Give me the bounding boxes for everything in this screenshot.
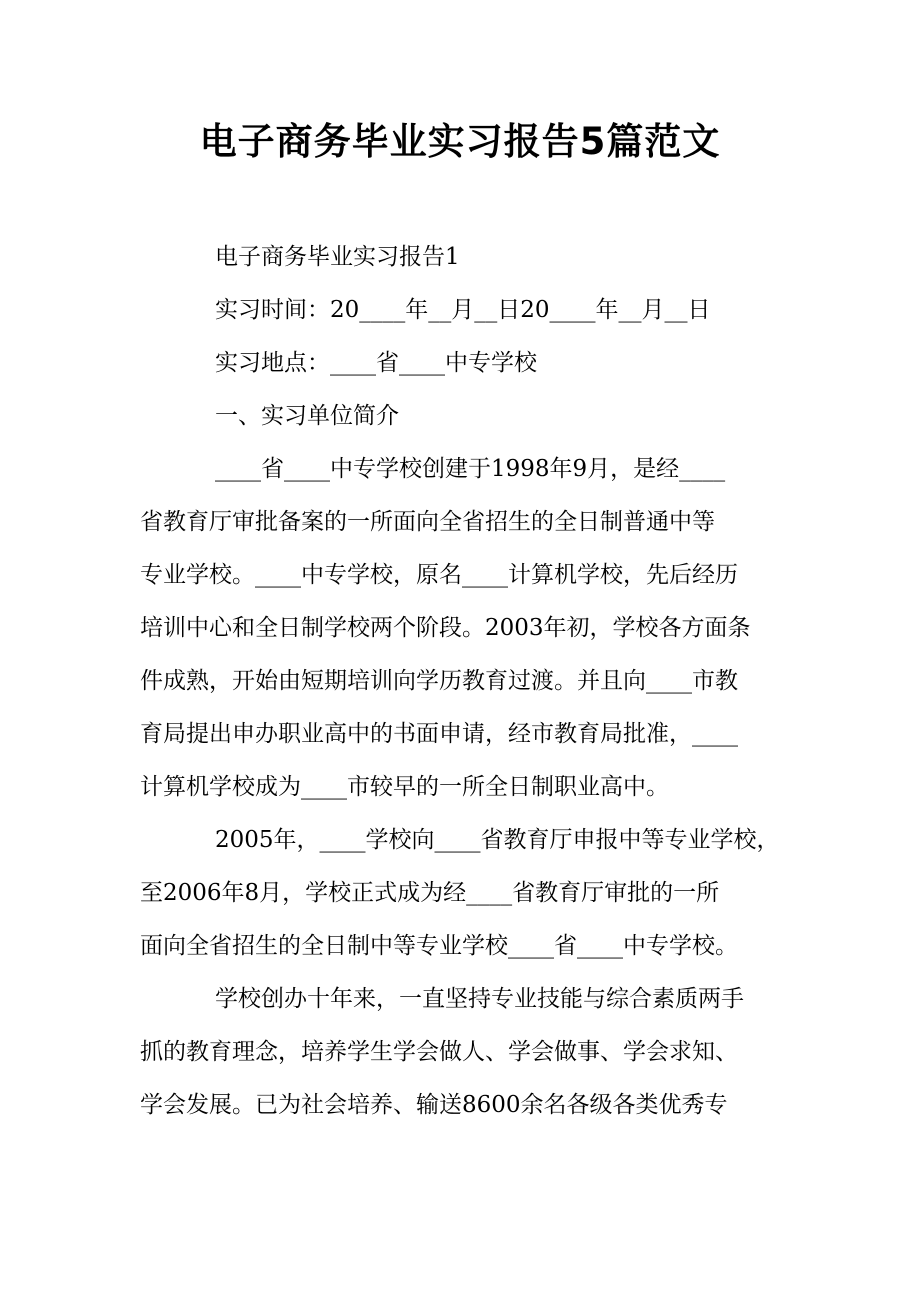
paragraph-line: 件成熟，开始由短期培训向学历教育过渡。并且向____市教: [140, 668, 738, 694]
internship-time-line: 实习时间：20____年__月__日20____年__月__日: [215, 297, 711, 323]
section-heading-unit-intro: 一、实习单位简介: [215, 403, 399, 429]
paragraph-line: 育局提出申办职业高中的书面申请，经市教育局批准，____: [140, 721, 738, 747]
paragraph-line: 学会发展。已为社会培养、输送8600余名各级各类优秀专: [140, 1092, 728, 1118]
paragraph-line: 省教育厅审批备案的一所面向全省招生的全日制普通中等: [140, 509, 715, 535]
paragraph-line: 2005年，____学校向____省教育厅申报中等专业学校，: [215, 827, 780, 853]
document-title: 电子商务毕业实习报告5篇范文: [199, 120, 721, 163]
internship-location-line: 实习地点：____省____中专学校: [215, 350, 537, 376]
paragraph-line: 学校创办十年来，一直坚持专业技能与综合素质两手: [215, 986, 744, 1012]
section-heading-report-1: 电子商务毕业实习报告1: [215, 244, 460, 270]
document-body: [140, 231, 782, 1132]
paragraph-line: 专业学校。____中专学校，原名____计算机学校，先后经历: [140, 562, 738, 588]
paragraph-line: 抓的教育理念，培养学生学会做人、学会做事、学会求知、: [140, 1039, 738, 1065]
paragraph-line: 培训中心和全日制学校两个阶段。2003年初，学校各方面条: [140, 615, 751, 641]
paragraph-line: 面向全省招生的全日制中等专业学校____省____中专学校。: [140, 933, 738, 959]
paragraph-line: 计算机学校成为____市较早的一所全日制职业高中。: [140, 774, 669, 800]
paragraph-line: 至2006年8月，学校正式成为经____省教育厅审批的一所: [140, 880, 720, 906]
paragraph-line: ____省____中专学校创建于1998年9月，是经____: [215, 456, 726, 482]
